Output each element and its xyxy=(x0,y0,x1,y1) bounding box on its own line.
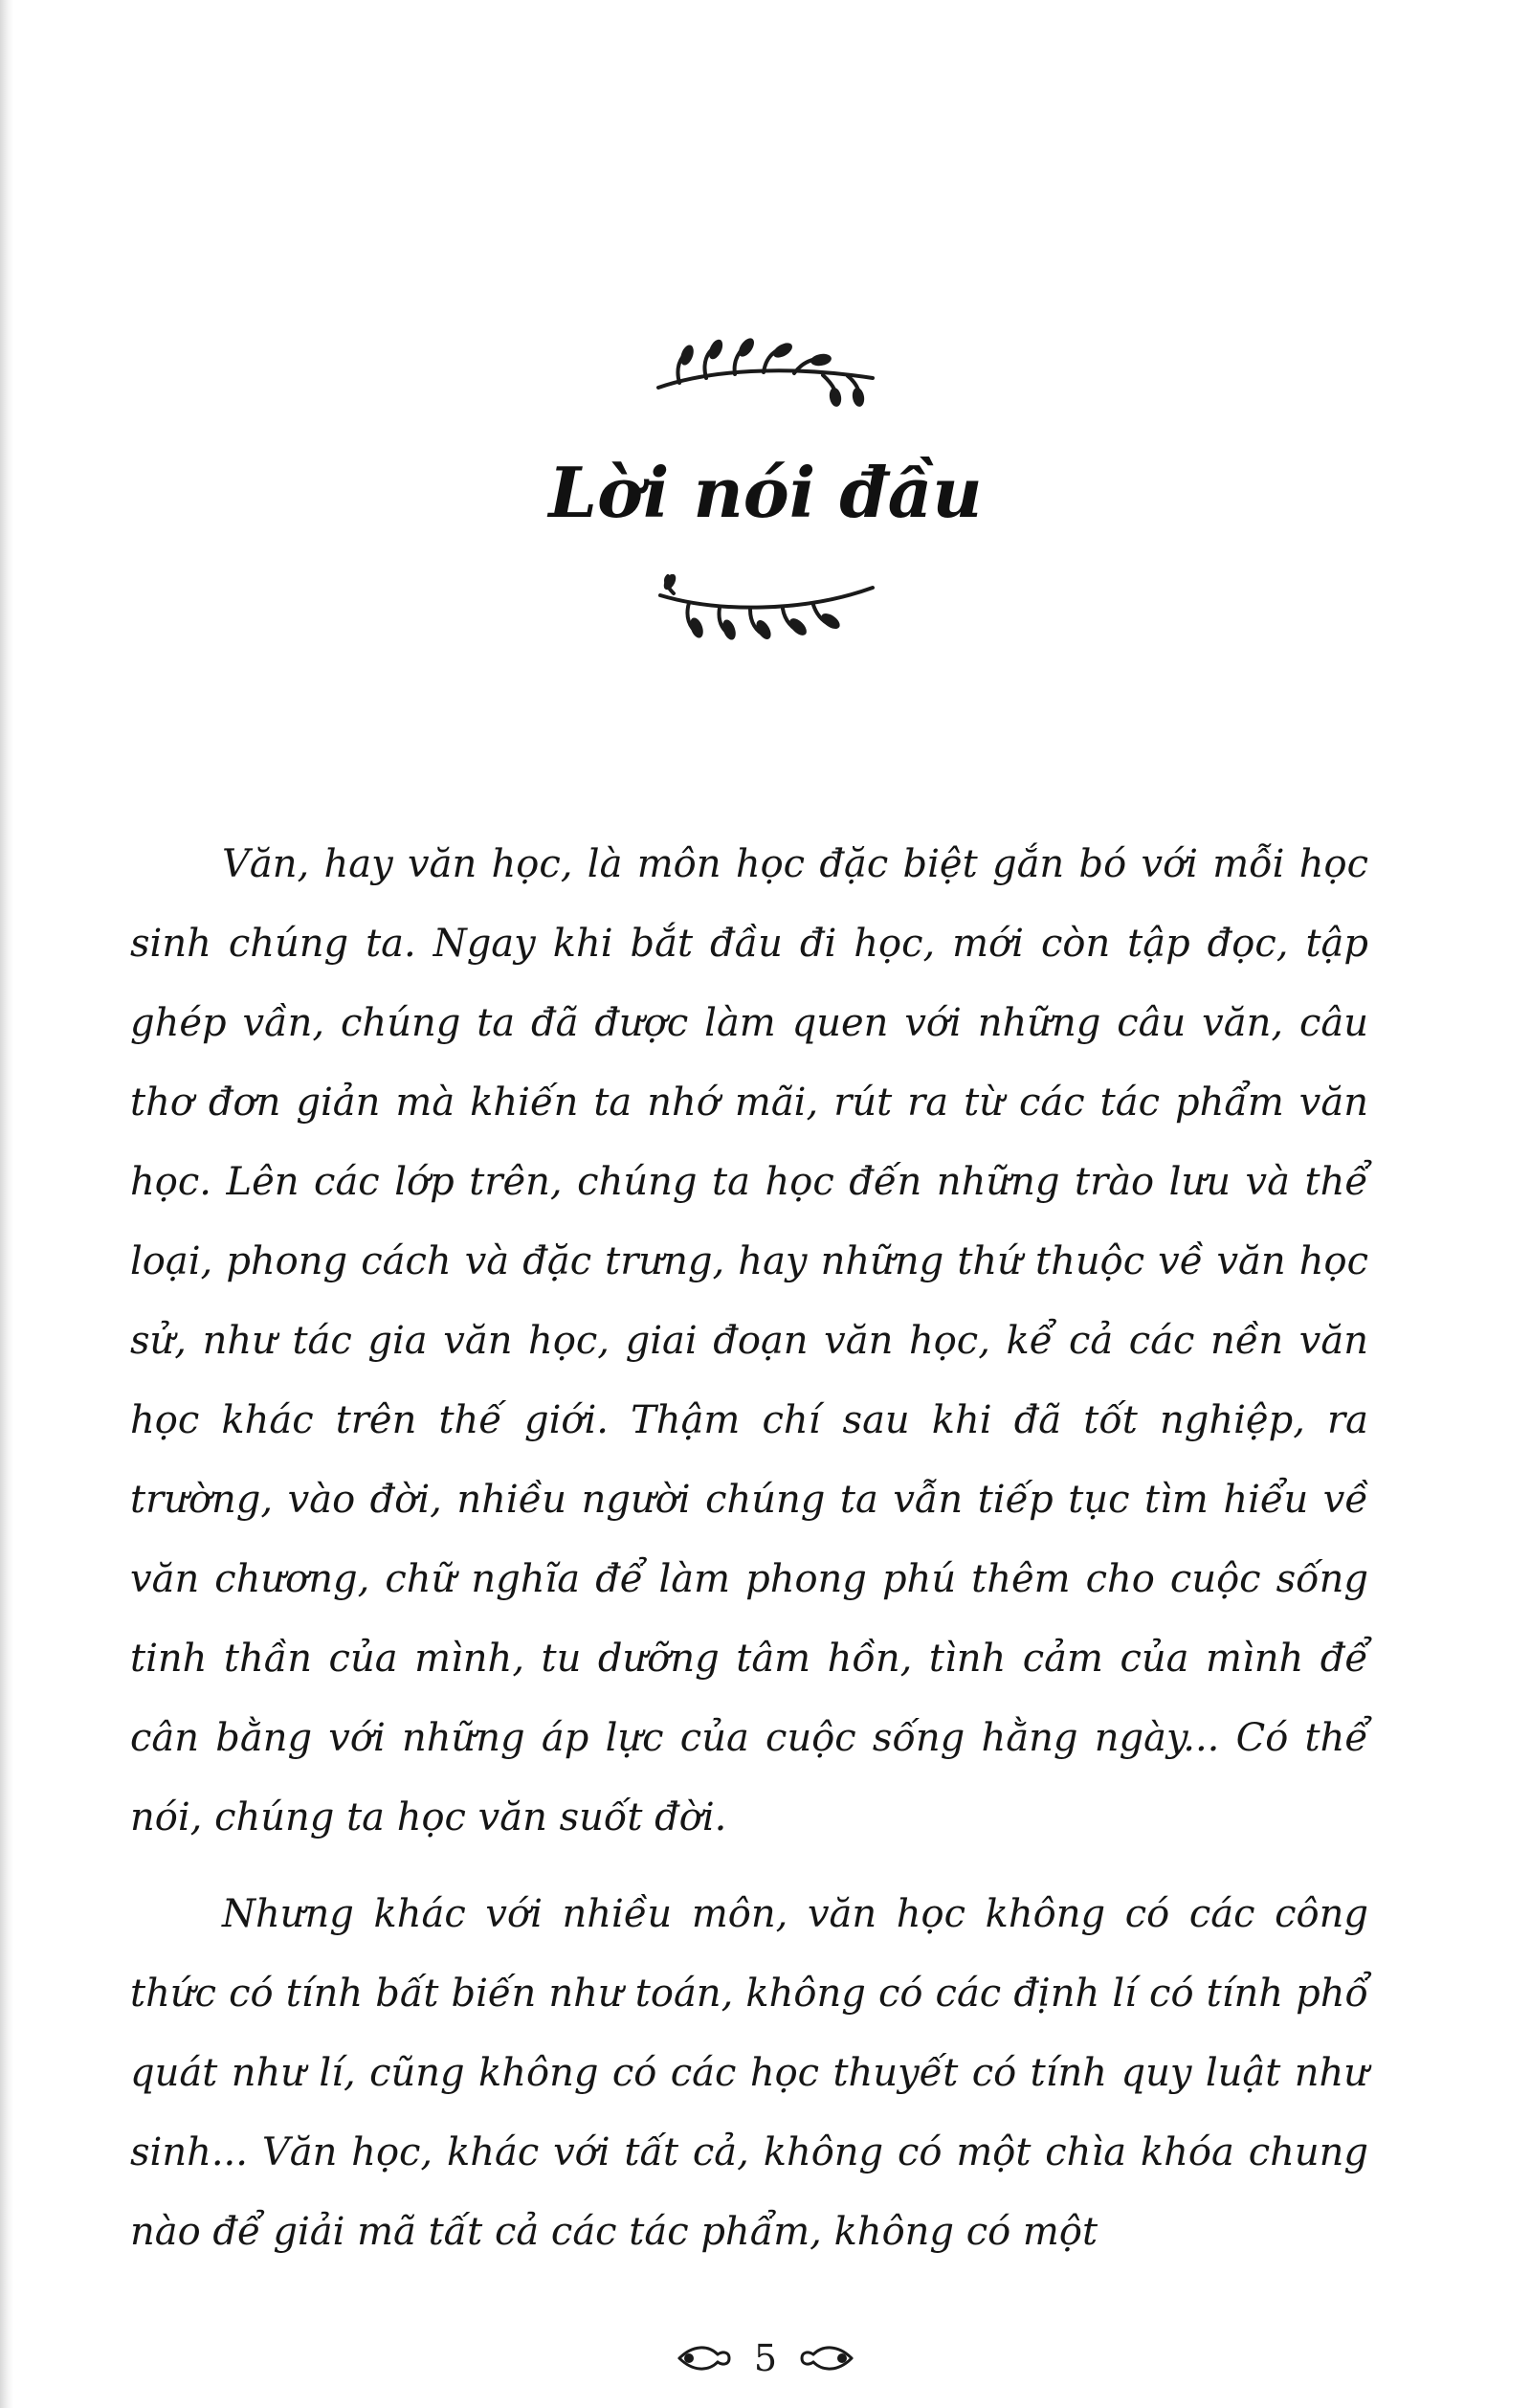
page-footer xyxy=(0,2330,1531,2382)
page-number: 5 xyxy=(753,2336,778,2379)
bottom-ornament xyxy=(0,574,1531,646)
flourish-icon xyxy=(676,2341,733,2375)
top-ornament xyxy=(0,330,1531,412)
page-title: Lời nói đầu xyxy=(548,452,983,533)
flourish-icon xyxy=(798,2341,855,2375)
laurel-branch-icon xyxy=(651,574,880,641)
paragraph-1: Văn, hay văn học, là môn học đặc biệt gắn bó với mỗi học sinh chúng ta. Ngay khi bắt đầu đi học, mới còn tập đọc, tập ghép vần, chúng ta đã được làm quen với những câu văn, câu thơ đơn giản mà khiến ta nhớ mãi, rút ra từ các tác phẩm văn học. Lên các lớp trên, chúng ta học đến những trào lưu và thể loại, phong cách và đặc trưng, hay những thứ thuộc về văn học sử, như tác gia văn học, giai đoạn văn học, kể cả các nền văn học khác trên thế giới. Thậm chí sau khi đã tốt nghiệp, ra trường, vào đời, nhiều người chúng ta vẫn tiếp tục tìm hiểu về văn chương, chữ nghĩa để làm phong phú thêm cho cuộc sống tinh thần của mình, tu dưỡng tâm hồn, tình cảm của mình để cân bằng với những áp lực của cuộc sống hằng ngày... Có thể nói, chúng ta học văn suốt đời. xyxy=(130,842,1368,1839)
paragraph-2: Nhưng khác với nhiều môn, văn học không có các công thức có tính bất biến như toán, không có các định lí có tính phổ quát như lí, cũng không có các học thuyết có tính quy luật như sinh... Văn học, khác với tất cả, không có một chìa khóa chung nào để giải mã tất cả các tác phẩm, không có một xyxy=(130,1892,1368,2254)
preface-body xyxy=(130,825,1368,2289)
laurel-branch-icon xyxy=(651,330,880,407)
